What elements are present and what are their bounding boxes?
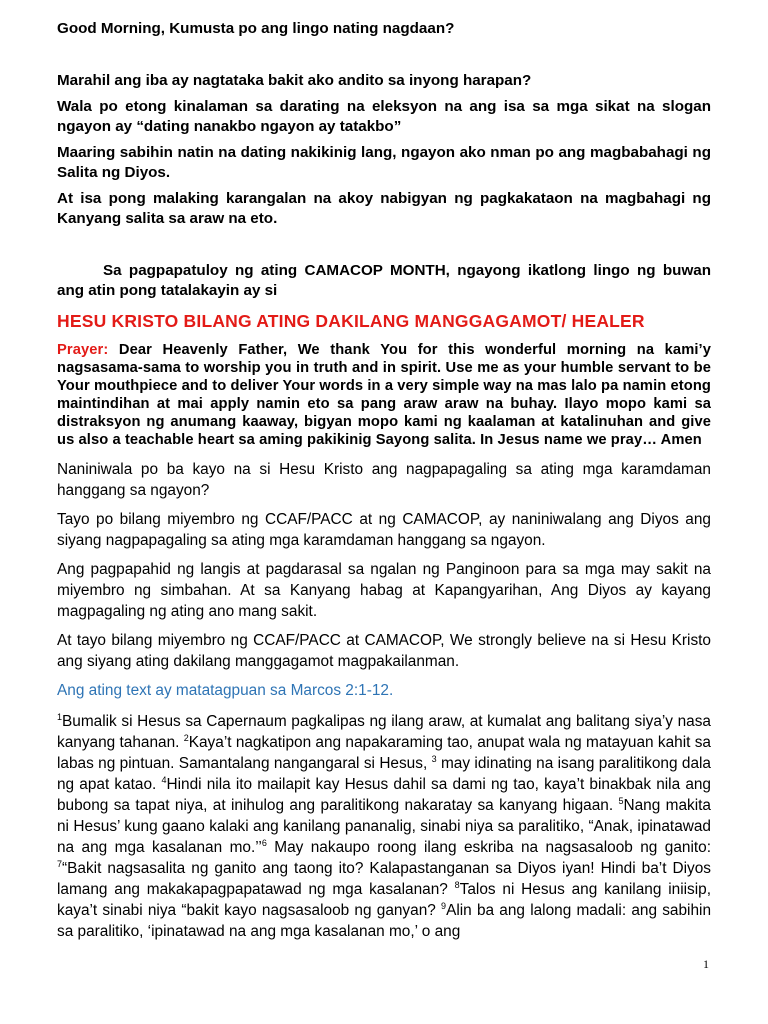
verse-text: Bumalik si Hesus sa Capernaum pagkalipas ng ilang araw, at kumalat ang balitang siya’y nasa kanyang tahanan. (57, 713, 711, 751)
verse-number: 2 (183, 732, 189, 743)
verse-number: 1 (57, 711, 63, 722)
document-body (57, 19, 711, 942)
prayer-text: Dear Heavenly Father, We thank You for this wonderful morning na kami’y nagsasama-sama to worship you in truth and in spirit. Use me as your humble servant to be Your mouthpiece and to deliver Your words in a very simple way na mas lalo pa namin etong maintindihan at mai apply namin eto sa pang araw araw na buhay. Ilayo mopo kami sa distraksyon ng anumang kaaway, bigyan mopo kami ng kaalaman at katalinuhan and give us also a teachable heart sa aming pakikinig Sayong salita. In Jesus name we pray… Amen (57, 342, 711, 448)
verse-number: 7 (57, 858, 63, 869)
intro-paragraph-4: At isa pong malaking karangalan na akoy nabigyan ng pagkakataon na magbahagi ng Kanyang salita sa araw na eto. (57, 190, 711, 227)
verse-number: 5 (618, 795, 624, 806)
body-paragraph-4: At tayo bilang miyembro ng CCAF/PACC at CAMACOP, We strongly believe na si Hesu Kristo ang siyang ating dakilang manggagamot magpakailanman. (57, 632, 711, 670)
body-paragraph-3: Ang pagpapahid ng langis at pagdarasal sa ngalan ng Panginoon para sa mga may sakit na miyembro ng simbahan. At sa Kanyang habag at Kapangyarihan, Ang Diyos ay kayang magpagaling ng ating ano mang sakit. (57, 561, 711, 620)
verse-number: 4 (161, 774, 167, 785)
verse-number: 3 (431, 753, 437, 764)
verse-text: may idinating na isang paralitikong dala ng apat katao. (57, 755, 711, 793)
verse-text: May nakaupo roong ilang eskriba na nagsasaloob ng ganito: (266, 839, 711, 856)
page-number: 1 (703, 957, 709, 971)
sermon-heading: HESU KRISTO BILANG ATING DAKILANG MANGGAGAMOT/ HEALER (57, 311, 645, 331)
verse-text: “Bakit nagsasalita ng ganito ang taong ito? Kalapastanganan sa Diyos iyan! Hindi ba’t Diyos lamang ang makakapagpapatawad ng mga kasalanan? (57, 860, 711, 898)
verse-text: Alin ba ang lalong madali: ang sabihin sa paralitiko, ‘ipinatawad na ang mga kasalanan mo,’ o ang (57, 902, 711, 940)
verse-text: Talos ni Hesus ang kanilang iniisip, kaya’t sinabi niya “bakit kayo nagsasaloob ng ganyan? (57, 881, 711, 919)
month-intro-paragraph: Sa pagpapatuloy ng ating CAMACOP MONTH, ngayong ikatlong lingo ng buwan ang atin pong tatalakayin ay si (57, 262, 711, 299)
verse-text: Nang makita ni Hesus’ kung gaano kalaki ang kanilang pananalig, sinabi niya sa paralitiko, “Anak, ipinatawad na ang mga kasalanan mo.’’ (57, 797, 711, 856)
intro-paragraph-1: Marahil ang iba ay nagtataka bakit ako andito sa inyong harapan? (57, 72, 532, 89)
prayer-paragraph (57, 341, 711, 449)
body-paragraph-2: Tayo po bilang miyembro ng CCAF/PACC at ng CAMACOP, ay naniniwalang ang Diyos ang siyang nagpapagaling sa ating mga karamdaman hanggang sa ngayon. (57, 511, 711, 549)
intro-paragraph-3: Maaring sabihin natin na dating nakikinig lang, ngayon ako nman po ang magbabahagi ng Salita ng Diyos. (57, 144, 711, 181)
verse-number: 8 (454, 879, 460, 890)
greeting: Good Morning, Kumusta po ang lingo nating nagdaan? (57, 20, 455, 37)
verse-text: Kaya’t nagkatipon ang napakaraming tao, anupat wala ng matayuan kahit sa labas ng pintuan. Samantalang nangangaral si Hesus, (57, 734, 711, 772)
verse-text: Hindi nila ito mailapit kay Hesus dahil sa dami ng tao, kaya’t binakbak nila ang bubong sa tapat niya, at inihulog ang paralitikong nakaratay sa kanyang higaan. (57, 776, 711, 814)
body-paragraph-1: Naniniwala po ba kayo na si Hesu Kristo ang nagpapagaling sa ating mga karamdaman hanggang sa ngayon? (57, 461, 711, 499)
scripture-reference: Ang ating text ay matatagpuan sa Marcos 2:1-12. (57, 682, 394, 699)
intro-paragraph-2: Wala po etong kinalaman sa darating na eleksyon na ang isa sa mga sikat na slogan ngayon ay “dating nanakbo ngayon ay tatakbo” (57, 98, 711, 135)
scripture-passage (57, 711, 711, 942)
verse-number: 6 (261, 837, 267, 848)
verse-number: 9 (441, 900, 447, 911)
prayer-label: Prayer: (57, 342, 109, 358)
